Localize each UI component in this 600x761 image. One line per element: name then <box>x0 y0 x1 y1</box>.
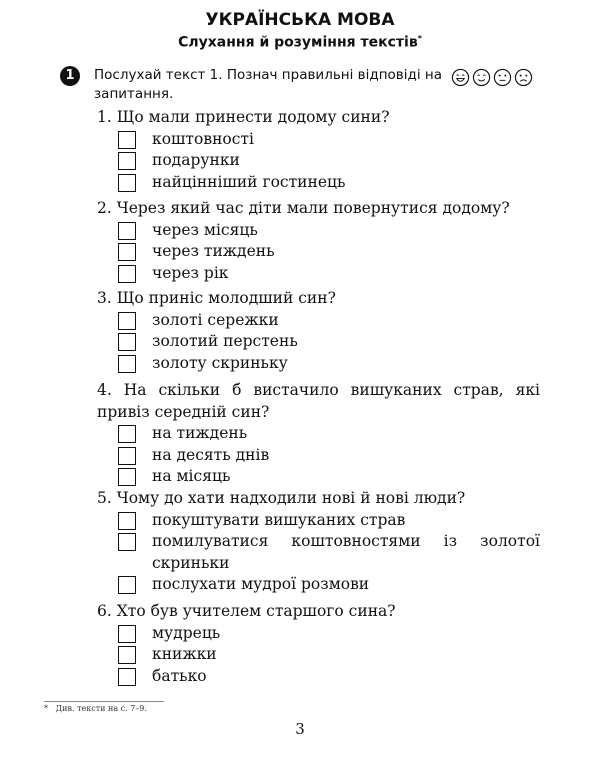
checkbox[interactable] <box>118 668 136 686</box>
checkbox[interactable] <box>118 355 136 373</box>
checkbox[interactable] <box>118 152 136 170</box>
option-label: помилуватися коштовностями із золотої скриньки <box>152 532 540 572</box>
page-title: УКРАЇНСЬКА МОВА <box>205 10 395 30</box>
answer-option[interactable] <box>97 510 540 532</box>
question <box>97 288 540 374</box>
question-text: 4. На скільки б вистачило вишуканих страв, які привіз середній син? <box>97 381 540 421</box>
question <box>97 107 540 193</box>
checkbox[interactable] <box>118 468 136 486</box>
checkbox[interactable] <box>118 425 136 443</box>
task-number-badge: 1 <box>60 66 80 86</box>
answer-option[interactable] <box>97 666 540 688</box>
checkbox[interactable] <box>118 646 136 664</box>
question <box>97 601 540 687</box>
checkbox[interactable] <box>118 333 136 351</box>
option-label: коштовності <box>152 129 254 148</box>
answer-option[interactable] <box>97 644 540 666</box>
footnote-divider <box>44 701 164 702</box>
answer-option[interactable] <box>97 623 540 645</box>
footnote-text: Див. тексти на с. 7–9. <box>55 704 147 713</box>
option-label: на тиждень <box>152 424 248 442</box>
self-assessment <box>451 68 533 87</box>
checkbox[interactable] <box>118 265 136 283</box>
question-text: 3. Що приніс молодший син? <box>97 289 336 307</box>
answer-option[interactable] <box>97 263 540 285</box>
checkbox[interactable] <box>118 512 136 530</box>
answer-option[interactable] <box>97 129 540 151</box>
happy-face-icon[interactable] <box>472 68 491 87</box>
answer-option[interactable] <box>97 353 540 375</box>
sad-face-icon[interactable] <box>514 68 533 87</box>
answer-option[interactable] <box>97 466 540 488</box>
checkbox[interactable] <box>118 447 136 465</box>
question <box>97 380 540 488</box>
footnote-mark: * <box>44 704 48 713</box>
option-label: через місяць <box>152 220 258 239</box>
checkbox[interactable] <box>118 625 136 643</box>
neutral-face-icon[interactable] <box>493 68 512 87</box>
option-label: послухати мудрої розмови <box>152 575 370 593</box>
answer-option[interactable] <box>97 445 540 467</box>
option-label: золотий перстень <box>152 332 298 350</box>
checkbox[interactable] <box>118 576 136 594</box>
answer-option[interactable] <box>97 172 540 194</box>
task-instruction <box>60 66 474 104</box>
option-label: через рік <box>152 263 229 282</box>
option-label: золоті сережки <box>152 310 279 329</box>
checkbox[interactable] <box>118 533 136 551</box>
option-label: мудрець <box>152 623 221 642</box>
answer-option[interactable] <box>97 310 540 332</box>
very-happy-face-icon[interactable] <box>451 68 470 87</box>
option-label: найцінніший гостинець <box>152 172 346 191</box>
footnote <box>44 704 147 713</box>
page-subtitle <box>0 34 600 51</box>
question <box>97 198 540 284</box>
subtitle-text: Слухання й розуміння текстів <box>178 34 418 51</box>
answer-option[interactable] <box>97 241 540 263</box>
answer-option[interactable] <box>97 423 540 445</box>
task-text: Послухай текст 1. Познач правильні відповіді на запитання. <box>94 67 442 102</box>
option-label: батько <box>152 666 207 685</box>
answer-option[interactable] <box>97 574 540 596</box>
page-number: 3 <box>295 720 305 738</box>
answer-option[interactable] <box>97 220 540 242</box>
checkbox[interactable] <box>118 243 136 261</box>
option-label: книжки <box>152 645 217 663</box>
option-label: через тиждень <box>152 242 275 260</box>
checkbox[interactable] <box>118 222 136 240</box>
option-label: золоту скриньку <box>152 353 288 372</box>
question-text: 2. Через який час діти мали повернутися додому? <box>97 199 510 217</box>
option-label: покуштувати вишуканих страв <box>152 510 406 529</box>
answer-option[interactable] <box>97 331 540 353</box>
question-text: 1. Що мали принести додому сини? <box>97 108 390 126</box>
footnote-mark: * <box>417 34 422 43</box>
question-text: 6. Хто був учителем старшого сина? <box>97 602 396 620</box>
answer-option[interactable] <box>97 150 540 172</box>
question <box>97 488 540 596</box>
checkbox[interactable] <box>118 131 136 149</box>
option-label: на місяць <box>152 467 231 485</box>
option-label: на десять днів <box>152 445 270 464</box>
checkbox[interactable] <box>118 312 136 330</box>
answer-option[interactable] <box>97 531 540 574</box>
option-label: подарунки <box>152 151 240 169</box>
checkbox[interactable] <box>118 174 136 192</box>
question-text: 5. Чому до хати надходили нові й нові люди? <box>97 489 466 507</box>
